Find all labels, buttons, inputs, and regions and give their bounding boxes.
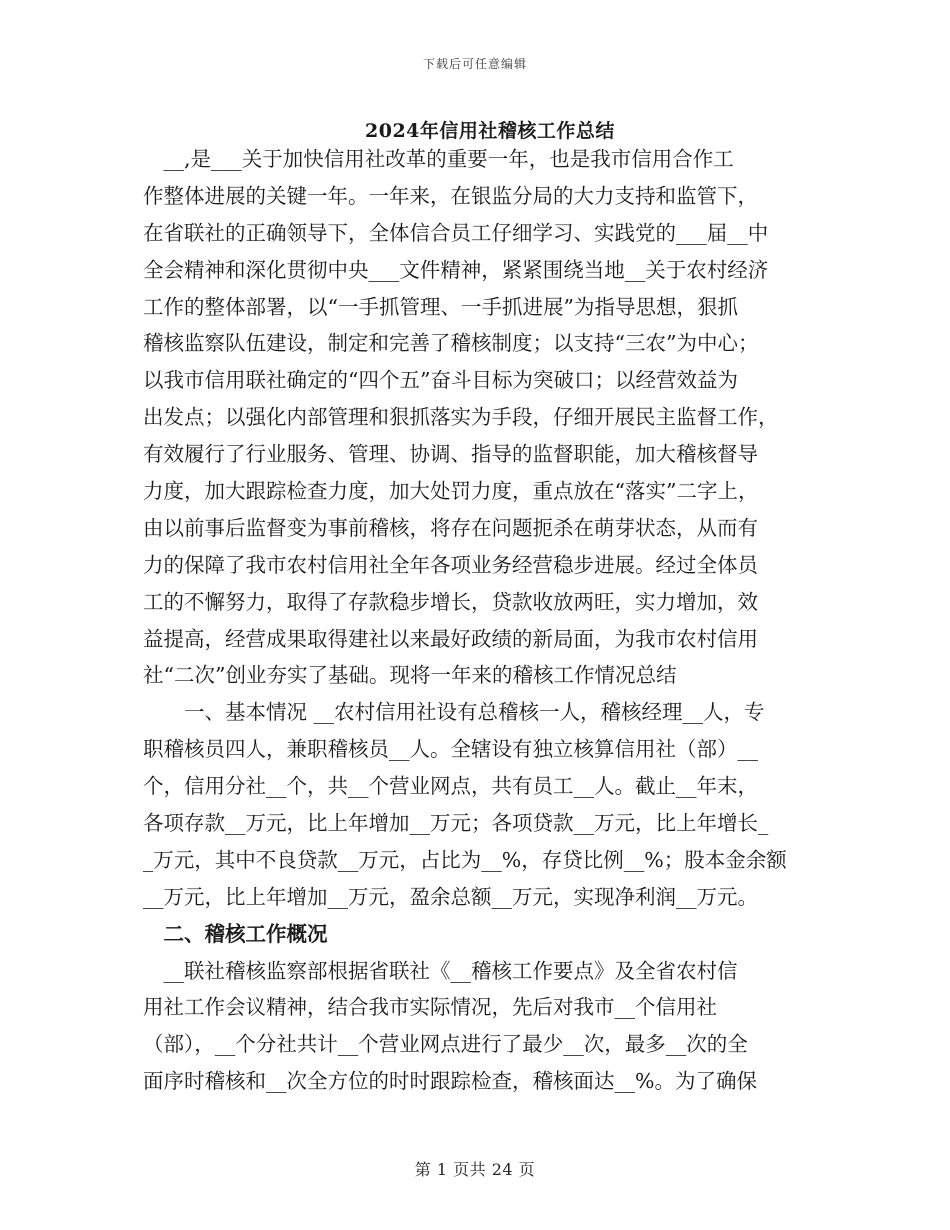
page-header: 下载后可任意编辑 [422, 57, 527, 71]
body-line: 用社工作会议精神，结合我市实际情况，先后对我市__个信用社 [143, 995, 717, 1020]
body-line: 力度，加大跟踪检查力度，加大处罚力度，重点放在“落实”二字上， [143, 479, 759, 504]
body-line: 社“二次”创业夯实了基础。现将一年来的稽核工作情况总结 [143, 663, 677, 688]
body-line: 一、基本情况 __农村信用社设有总稽核一人，稽核经理__人，专 [143, 700, 765, 725]
body-line: （部），__个分社共计__个营业网点进行了最少__次，最多__次的全 [143, 1032, 748, 1057]
body-line: 工作的整体部署，以“一手抓管理、一手抓进展”为指导思想，狠抓 [143, 294, 738, 319]
body-line: __万元，比上年增加__万元，盈余总额__万元，实现净利润__万元。 [143, 884, 758, 909]
body-line: 有效履行了行业服务、管理、协调、指导的监督职能，加大稽核督导 [143, 442, 758, 467]
body-line: 作整体进展的关键一年。一年来，在银监分局的大力支持和监管下， [143, 183, 758, 208]
body-line: 职稽核员四人，兼职稽核员__人。全辖设有独立核算信用社（部）__ [143, 737, 758, 762]
body-line: 个，信用分社__个，共__个营业网点，共有员工__人。截止__年末， [143, 774, 758, 799]
body-line: __联社稽核监察部根据省联社《__稽核工作要点》及全省农村信 [143, 958, 738, 983]
document-body [143, 141, 815, 1100]
body-line: 各项存款__万元，比上年增加__万元；各项贷款__万元，比上年增长_ [143, 811, 769, 836]
body-line: __,是___关于加快信用社改革的重要一年，也是我市信用合作工 [143, 147, 734, 171]
body-line: 在省联社的正确领导下，全体信合员工仔细学习、实践党的___届__中 [143, 220, 769, 245]
body-line: 稽核监察队伍建设，制定和完善了稽核制度；以支持“三农”为中心； [143, 331, 759, 356]
page-footer: 第 1 页共 24 页 [414, 1160, 536, 1179]
body-line: 以我市信用联社确定的“四个五”奋斗目标为突破口；以经营效益为 [143, 368, 738, 393]
body-line: 全会精神和深化贯彻中央___文件精神，紧紧围绕当地__关于农村经济 [143, 257, 769, 282]
body-line: 力的保障了我市农村信用社全年各项业务经营稳步进展。经过全体员 [143, 552, 758, 577]
body-line: 由以前事后监督变为事前稽核，将存在问题扼杀在萌芽状态，从而有 [143, 515, 758, 540]
body-line: 出发点；以强化内部管理和狠抓落实为手段，仔细开展民主监督工作， [143, 405, 779, 430]
body-line: 益提高，经营成果取得建社以来最好政绩的新局面，为我市农村信用 [143, 626, 758, 651]
body-line: _万元，其中不良贷款__万元，占比为__%，存贷比例__%；股本金余额 [143, 847, 787, 872]
document-title: 2024年信用社稽核工作总结 [365, 120, 615, 142]
body-line: 工的不懈努力，取得了存款稳步增长，贷款收放两旺，实力增加，效 [143, 589, 758, 614]
body-line: 面序时稽核和__次全方位的时时跟踪检查，稽核面达__%。为了确保 [143, 1069, 757, 1094]
section-heading: 二、稽核工作概况 [143, 921, 328, 946]
